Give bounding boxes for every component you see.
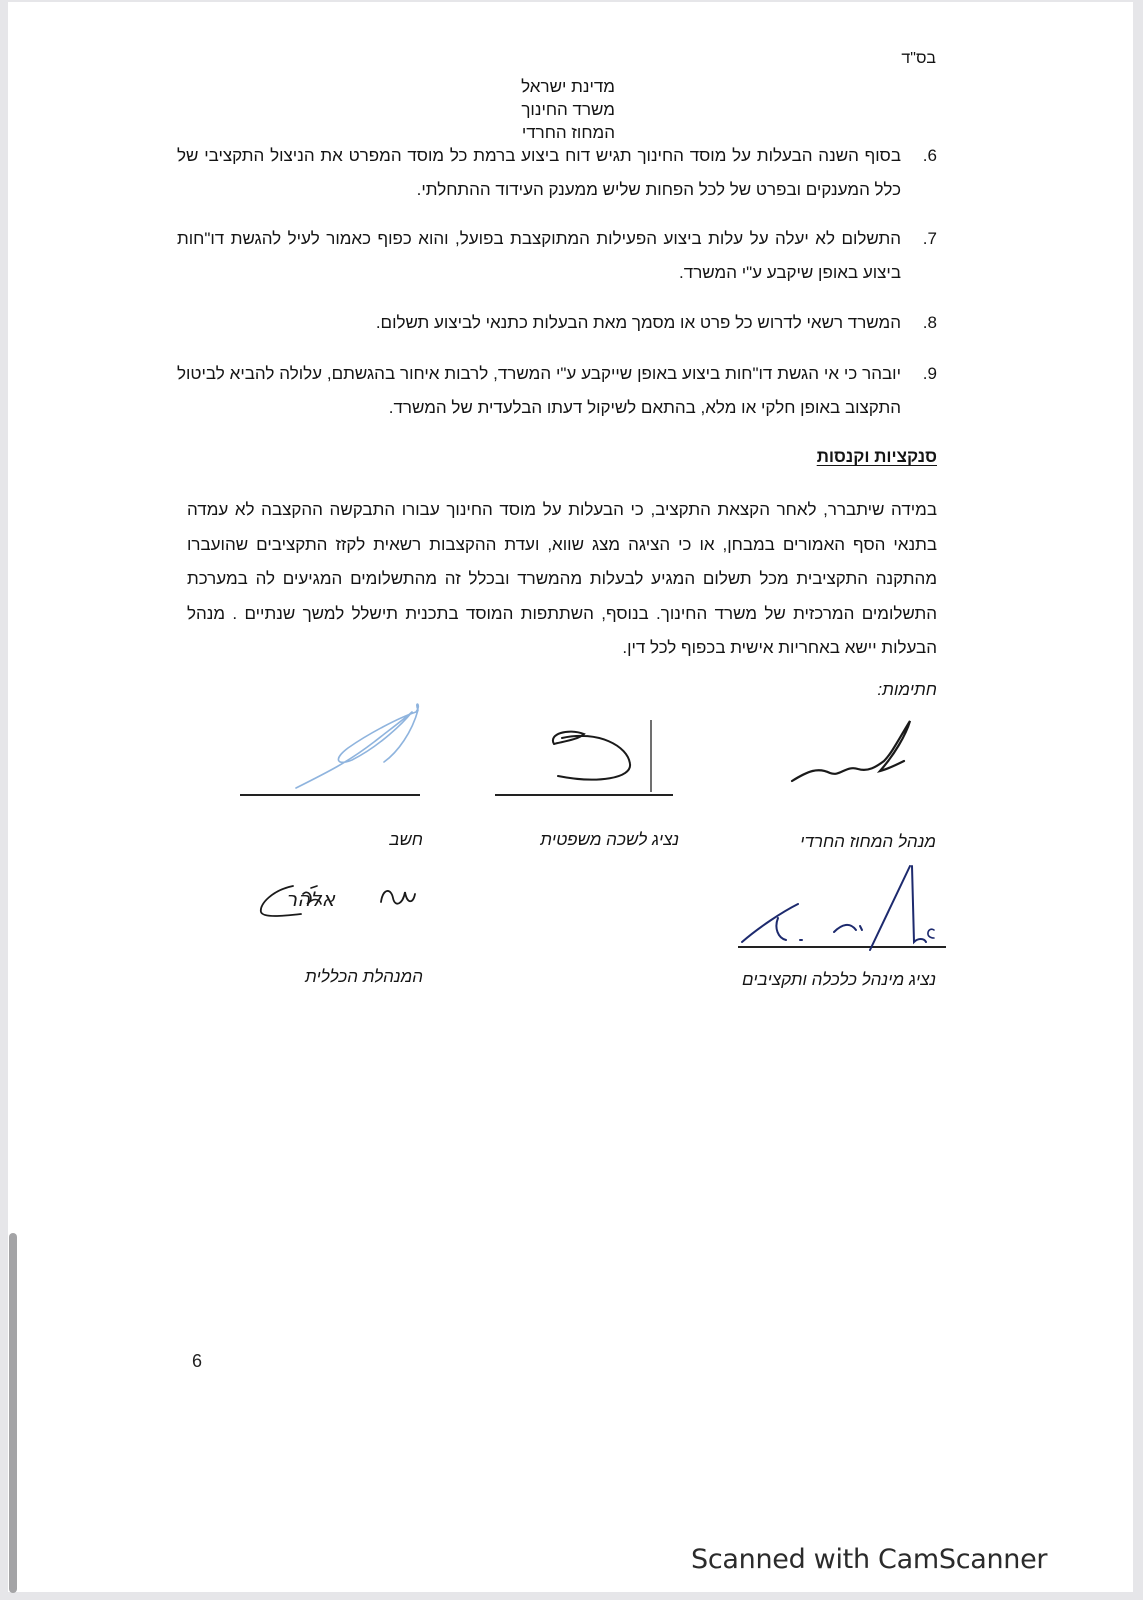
clause-text: המשרד רשאי לדרוש כל פרט או מסמך מאת הבעלות כתנאי לביצוע תשלום. xyxy=(375,313,901,332)
clause-8 xyxy=(177,306,937,340)
signature-line-accountant xyxy=(240,794,420,796)
vertical-scrollbar[interactable] xyxy=(9,1233,17,1593)
sanctions-heading: סנקציות וקנסות xyxy=(816,447,937,466)
signature-district-manager xyxy=(788,717,918,787)
clause-number: 7. xyxy=(922,229,937,248)
letterhead-state: מדינת ישראל xyxy=(521,77,615,96)
clause-text: יובהר כי אי הגשת דו"חות ביצוע באופן שייקבע ע"י המשרד, לרבות איחור בהגשתם, עלולה להביא לביטול התקצוב באופן חלקי או מלא, בהתאם לשיקול דעתו הבלעדית של המשרד. xyxy=(177,364,901,417)
document-page xyxy=(8,2,1133,1592)
clause-6 xyxy=(177,139,937,207)
clause-number: 6. xyxy=(922,146,937,165)
role-legal-representative: נציג לשכה משפטית xyxy=(540,830,679,849)
letterhead xyxy=(521,75,615,144)
clause-7 xyxy=(177,222,937,290)
signature-accountant xyxy=(288,702,428,792)
letterhead-district: המחוז החרדי xyxy=(521,123,615,142)
signature-legal-representative xyxy=(538,720,668,795)
clause-text: בסוף השנה הבעלות על מוסד החינוך תגיש דוח ביצוע ברמת כל מוסד המפרט את הניצול התקציבי של כלל המענקים ובפרט של לכל הפחות שליש ממענק העידוד ההתחלתי. xyxy=(177,146,901,199)
page-number: 6 xyxy=(192,1351,203,1371)
sanctions-paragraph: במידה שיתברר, לאחר הקצאת התקציב, כי הבעלות על מוסד החינוך עבורו התבקשה ההקצבה לא עמדה בתנאי הסף האמורים במבחן, או כי הציגה מצג שווא, ועדת ההקצבות רשאית לקזז התקציבים שהועברו מהתקנה התקציבית מכל תשלום המגיע לבעלות מהמשרד ובכלל זה מהתשלומים המגיעים לה במערכת התשלומים המרכזית של משרד החינוך. בנוסף, השתתפות המוסד בתכנית תישלל למשך שנתיים . מנהל הבעלות יישא באחריות אישית בכפוף לכל דין. xyxy=(187,500,937,657)
clause-number: 8. xyxy=(922,313,937,332)
signatures-title: חתימות: xyxy=(877,680,937,699)
role-budget-representative: נציג מינהל כלכלה ותקציבים xyxy=(741,970,936,989)
camscanner-watermark: Scanned with CamScanner xyxy=(691,1544,1048,1575)
letterhead-ministry: משרד החינוך xyxy=(521,100,615,119)
clause-text: התשלום לא יעלה על עלות ביצוע הפעילות המתוקצבת בפועל, והוא כפוף כאמור לעיל להגשת דו"חות ביצוע באופן שיקבע ע"י המשרד. xyxy=(177,229,901,282)
clause-number: 9. xyxy=(922,364,937,383)
clause-9 xyxy=(177,357,937,425)
role-accountant: חשב xyxy=(389,830,423,849)
bsd-mark: בס"ד xyxy=(901,50,936,67)
signature-director-general xyxy=(253,880,423,930)
role-district-manager: מנהל המחוז החרדי xyxy=(800,832,936,851)
handwritten-name: אלהר xyxy=(285,887,335,911)
role-director-general: המנהלת הכללית xyxy=(304,967,423,986)
signature-budget-representative xyxy=(738,862,948,952)
